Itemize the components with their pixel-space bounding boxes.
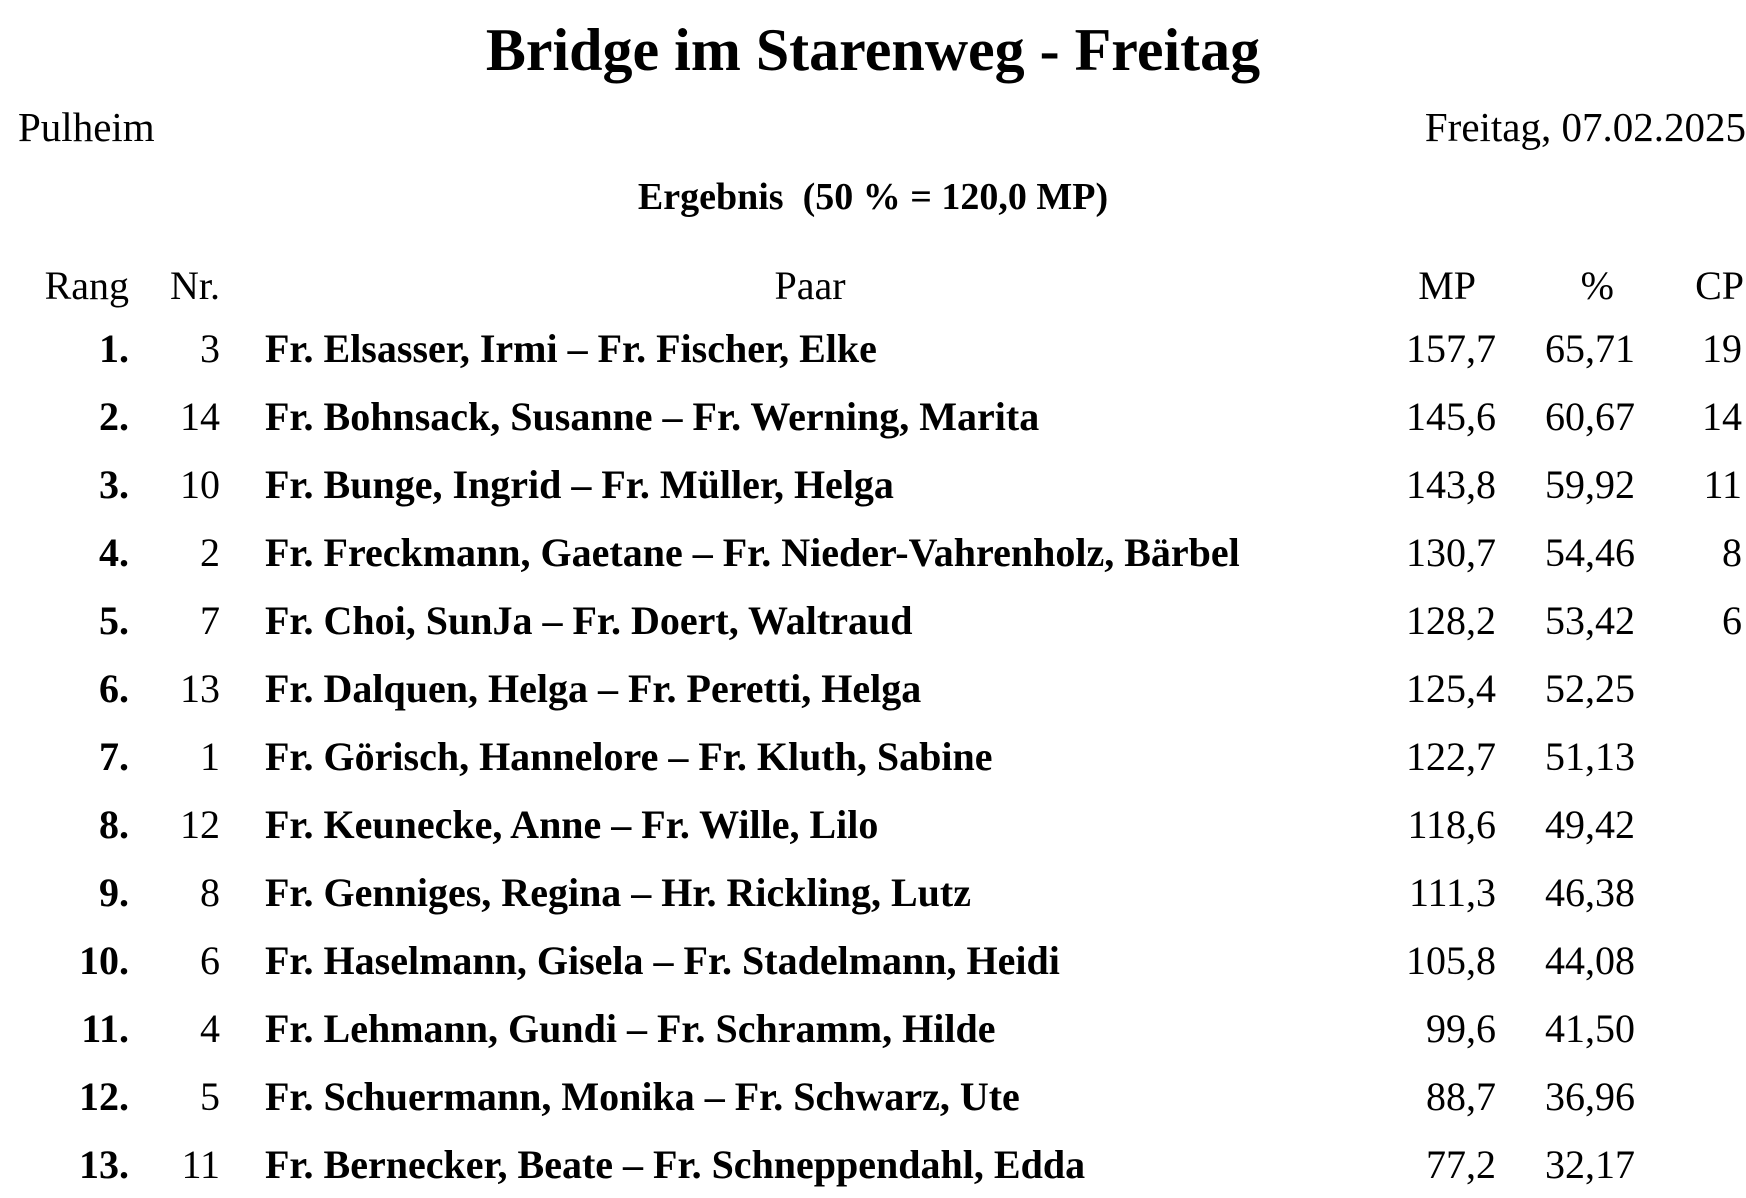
- percent-cell: 46,38: [1545, 870, 1635, 915]
- table-row: [0, 1067, 1746, 1127]
- nr-cell: 13: [180, 666, 220, 711]
- pair-cell: Fr. Elsasser, Irmi – Fr. Fischer, Elke: [265, 326, 877, 371]
- percent-cell: 59,92: [1545, 462, 1635, 507]
- table-row: [0, 931, 1746, 991]
- nr-cell: 14: [180, 394, 220, 439]
- rank-cell: 13.: [79, 1142, 129, 1187]
- rank-cell: 10.: [79, 938, 129, 983]
- date-label: Freitag, 07.02.2025: [1424, 104, 1746, 150]
- percent-cell: 52,25: [1545, 666, 1635, 711]
- rank-cell: 8.: [99, 802, 129, 847]
- table-row: [0, 863, 1746, 923]
- table-row: [0, 999, 1746, 1059]
- percent-cell: 41,50: [1545, 1006, 1635, 1051]
- percent-cell: 54,46: [1545, 530, 1635, 575]
- table-row: [0, 319, 1746, 379]
- pair-cell: Fr. Bernecker, Beate – Fr. Schneppendahl, Edda: [265, 1142, 1086, 1187]
- page-title: Bridge im Starenweg - Freitag: [485, 17, 1261, 83]
- rank-cell: 2.: [99, 394, 129, 439]
- location-label: Pulheim: [18, 104, 155, 150]
- nr-cell: 7: [200, 598, 220, 643]
- cp-cell: 14: [1702, 394, 1742, 439]
- table-row: [0, 523, 1746, 583]
- cp-cell: 11: [1703, 462, 1742, 507]
- nr-cell: 8: [200, 870, 220, 915]
- mp-cell: 111,3: [1408, 870, 1496, 915]
- nr-cell: 10: [180, 462, 220, 507]
- mp-cell: 143,8: [1406, 462, 1496, 507]
- mp-cell: 130,7: [1406, 530, 1496, 575]
- pair-cell: Fr. Bunge, Ingrid – Fr. Müller, Helga: [265, 462, 894, 507]
- percent-cell: 60,67: [1545, 394, 1635, 439]
- rank-cell: 12.: [79, 1074, 129, 1119]
- nr-cell: 6: [200, 938, 220, 983]
- rank-cell: 4.: [99, 530, 129, 575]
- mp-cell: 145,6: [1406, 394, 1496, 439]
- pair-cell: Fr. Genniges, Regina – Hr. Rickling, Lutz: [265, 870, 971, 915]
- nr-cell: 1: [200, 734, 220, 779]
- nr-cell: 2: [200, 530, 220, 575]
- nr-cell: 12: [180, 802, 220, 847]
- cp-cell: 6: [1722, 598, 1742, 643]
- rank-cell: 5.: [99, 598, 129, 643]
- mp-cell: 122,7: [1406, 734, 1496, 779]
- pair-cell: Fr. Haselmann, Gisela – Fr. Stadelmann, Heidi: [265, 938, 1060, 983]
- percent-cell: 65,71: [1545, 326, 1635, 371]
- pair-cell: Fr. Dalquen, Helga – Fr. Peretti, Helga: [265, 666, 922, 711]
- mp-cell: 128,2: [1406, 598, 1496, 643]
- percent-cell: 51,13: [1545, 734, 1635, 779]
- pair-cell: Fr. Freckmann, Gaetane – Fr. Nieder-Vahrenholz, Bärbel: [265, 530, 1240, 575]
- rank-cell: 7.: [99, 734, 129, 779]
- mp-cell: 118,6: [1407, 802, 1496, 847]
- mp-cell: 157,7: [1406, 326, 1496, 371]
- column-header-percent: %: [1580, 263, 1614, 308]
- nr-cell: 11: [181, 1142, 220, 1187]
- rank-cell: 3.: [99, 462, 129, 507]
- table-row: [0, 1135, 1746, 1195]
- pair-cell: Fr. Bohnsack, Susanne – Fr. Werning, Marita: [265, 394, 1040, 439]
- table-row: [0, 387, 1746, 447]
- column-header-pair: Paar: [774, 263, 846, 308]
- mp-cell: 125,4: [1406, 666, 1496, 711]
- table-row: [0, 659, 1746, 719]
- column-header-rank: Rang: [44, 263, 129, 308]
- pair-cell: Fr. Görisch, Hannelore – Fr. Kluth, Sabine: [265, 734, 993, 779]
- result-subtitle: Ergebnis (50 % = 120,0 MP): [637, 176, 1109, 218]
- pair-cell: Fr. Lehmann, Gundi – Fr. Schramm, Hilde: [265, 1006, 996, 1051]
- mp-cell: 105,8: [1406, 938, 1496, 983]
- column-header-cp: CP: [1695, 263, 1744, 308]
- rank-cell: 11.: [81, 1006, 129, 1051]
- percent-cell: 36,96: [1545, 1074, 1635, 1119]
- rank-cell: 1.: [99, 326, 129, 371]
- rank-cell: 9.: [99, 870, 129, 915]
- cp-cell: 8: [1722, 530, 1742, 575]
- nr-cell: 3: [200, 326, 220, 371]
- table-row: [0, 591, 1746, 651]
- nr-cell: 5: [200, 1074, 220, 1119]
- table-header: [0, 256, 1746, 316]
- pair-cell: Fr. Choi, SunJa – Fr. Doert, Waltraud: [265, 598, 913, 643]
- column-header-mp: MP: [1418, 263, 1476, 308]
- table-row: [0, 795, 1746, 855]
- rank-cell: 6.: [99, 666, 129, 711]
- pair-cell: Fr. Keunecke, Anne – Fr. Wille, Lilo: [265, 802, 879, 847]
- percent-cell: 53,42: [1545, 598, 1635, 643]
- mp-cell: 77,2: [1426, 1142, 1496, 1187]
- mp-cell: 88,7: [1426, 1074, 1496, 1119]
- cp-cell: 19: [1702, 326, 1742, 371]
- nr-cell: 4: [200, 1006, 220, 1051]
- table-row: [0, 455, 1746, 515]
- percent-cell: 32,17: [1545, 1142, 1635, 1187]
- table-row: [0, 727, 1746, 787]
- percent-cell: 44,08: [1545, 938, 1635, 983]
- percent-cell: 49,42: [1545, 802, 1635, 847]
- pair-cell: Fr. Schuermann, Monika – Fr. Schwarz, Ute: [265, 1074, 1020, 1119]
- column-header-nr: Nr.: [170, 263, 220, 308]
- mp-cell: 99,6: [1426, 1006, 1496, 1051]
